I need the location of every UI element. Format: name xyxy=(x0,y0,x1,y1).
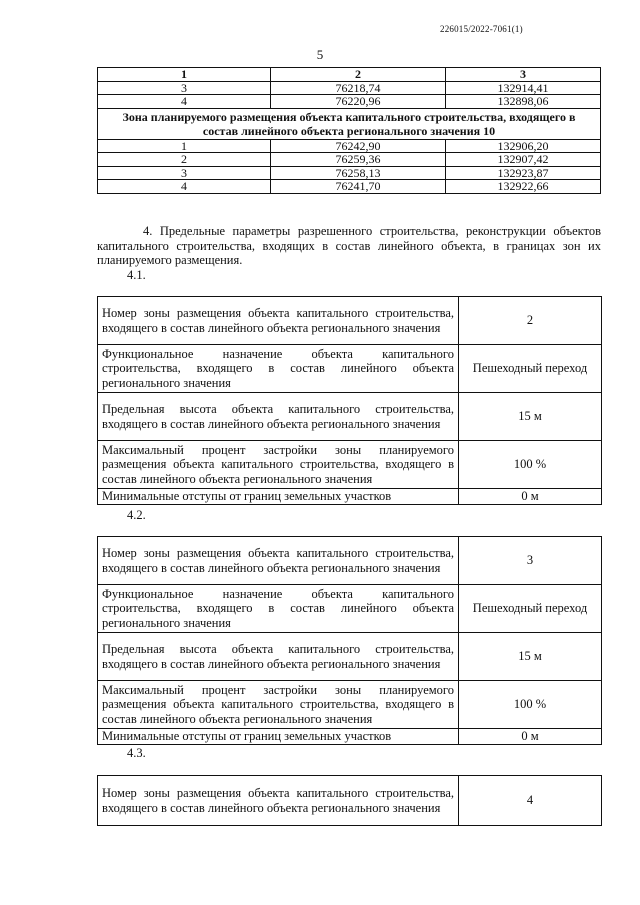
table-row xyxy=(98,393,602,441)
table-row xyxy=(98,153,601,167)
table-row xyxy=(98,585,602,633)
table-row xyxy=(98,729,602,745)
coord-x: 76242,90 xyxy=(271,139,446,153)
table-row xyxy=(98,345,602,393)
coord-x: 76218,74 xyxy=(271,81,446,95)
param-value: 15 м xyxy=(459,633,602,681)
zone-title: Зона планируемого размещения объекта капитального строительства, входящего в состав линейного объекта регионального значения 10 xyxy=(98,108,601,139)
param-value: 100 % xyxy=(459,441,602,489)
param-label: Предельная высота объекта капитального строительства, входящего в состав линейного объекта регионального значения xyxy=(98,393,459,441)
param-value: 3 xyxy=(459,537,602,585)
param-label: Функциональное назначение объекта капитального строительства, входящего в состав линейного объекта регионального значения xyxy=(98,345,459,393)
header-cell: 2 xyxy=(271,68,446,82)
param-value: 100 % xyxy=(459,681,602,729)
param-value: 4 xyxy=(459,776,602,826)
parameters-table xyxy=(97,296,602,505)
param-label: Функциональное назначение объекта капитального строительства, входящего в состав линейного объекта регионального значения xyxy=(98,585,459,633)
header-cell: 1 xyxy=(98,68,271,82)
param-label: Минимальные отступы от границ земельных участков xyxy=(98,729,459,745)
coord-x: 76258,13 xyxy=(271,166,446,180)
coord-y: 132906,20 xyxy=(446,139,601,153)
page-number: 5 xyxy=(316,47,324,62)
point-number: 3 xyxy=(98,81,271,95)
subsection-heading: 4.2. xyxy=(127,508,146,522)
coord-y: 132914,41 xyxy=(446,81,601,95)
coord-y: 132923,87 xyxy=(446,166,601,180)
coord-y: 132907,42 xyxy=(446,153,601,167)
header-cell: 3 xyxy=(446,68,601,82)
point-number: 1 xyxy=(98,139,271,153)
param-label: Номер зоны размещения объекта капитального строительства, входящего в состав линейного объекта регионального значения xyxy=(98,297,459,345)
table-row xyxy=(98,681,602,729)
document-id: 226015/2022-7061(1) xyxy=(440,24,523,34)
param-label: Максимальный процент застройки зоны планируемого размещения объекта капитального строительства, входящего в состав линейного объекта регионального значения xyxy=(98,441,459,489)
section-4-paragraph xyxy=(97,224,601,268)
coord-y: 132922,66 xyxy=(446,180,601,194)
parameters-table xyxy=(97,536,602,745)
param-value: 2 xyxy=(459,297,602,345)
coord-x: 76220,96 xyxy=(271,95,446,109)
point-number: 4 xyxy=(98,95,271,109)
table-row xyxy=(98,139,601,153)
table-row xyxy=(98,81,601,95)
subsection-heading: 4.3. xyxy=(127,746,146,760)
param-value: 15 м xyxy=(459,393,602,441)
param-label: Предельная высота объекта капитального строительства, входящего в состав линейного объекта регионального значения xyxy=(98,633,459,681)
table-row xyxy=(98,489,602,505)
coord-x: 76241,70 xyxy=(271,180,446,194)
table-row xyxy=(98,166,601,180)
zone-title-row xyxy=(98,108,601,139)
table-row xyxy=(98,776,602,826)
coord-y: 132898,06 xyxy=(446,95,601,109)
param-value: Пешеходный переход xyxy=(459,585,602,633)
table-header-row xyxy=(98,68,601,82)
table-row xyxy=(98,297,602,345)
param-value: Пешеходный переход xyxy=(459,345,602,393)
point-number: 2 xyxy=(98,153,271,167)
coordinates-table xyxy=(97,67,601,194)
table-row xyxy=(98,633,602,681)
param-value: 0 м xyxy=(459,729,602,745)
param-label: Максимальный процент застройки зоны планируемого размещения объекта капитального строительства, входящего в состав линейного объекта регионального значения xyxy=(98,681,459,729)
table-row xyxy=(98,537,602,585)
table-row xyxy=(98,441,602,489)
coord-x: 76259,36 xyxy=(271,153,446,167)
point-number: 3 xyxy=(98,166,271,180)
param-value: 0 м xyxy=(459,489,602,505)
param-label: Номер зоны размещения объекта капитального строительства, входящего в состав линейного объекта регионального значения xyxy=(98,537,459,585)
parameters-table xyxy=(97,775,602,826)
param-label: Номер зоны размещения объекта капитального строительства, входящего в состав линейного объекта регионального значения xyxy=(98,776,459,826)
table-row xyxy=(98,95,601,109)
table-row xyxy=(98,180,601,194)
section-4-text: 4. Предельные параметры разрешенного строительства, реконструкции объектов капитального строительства, входящих в состав линейного объекта, в границах зон их планируемого размещения. xyxy=(97,224,601,267)
subsection-heading: 4.1. xyxy=(127,268,146,282)
param-label: Минимальные отступы от границ земельных участков xyxy=(98,489,459,505)
point-number: 4 xyxy=(98,180,271,194)
